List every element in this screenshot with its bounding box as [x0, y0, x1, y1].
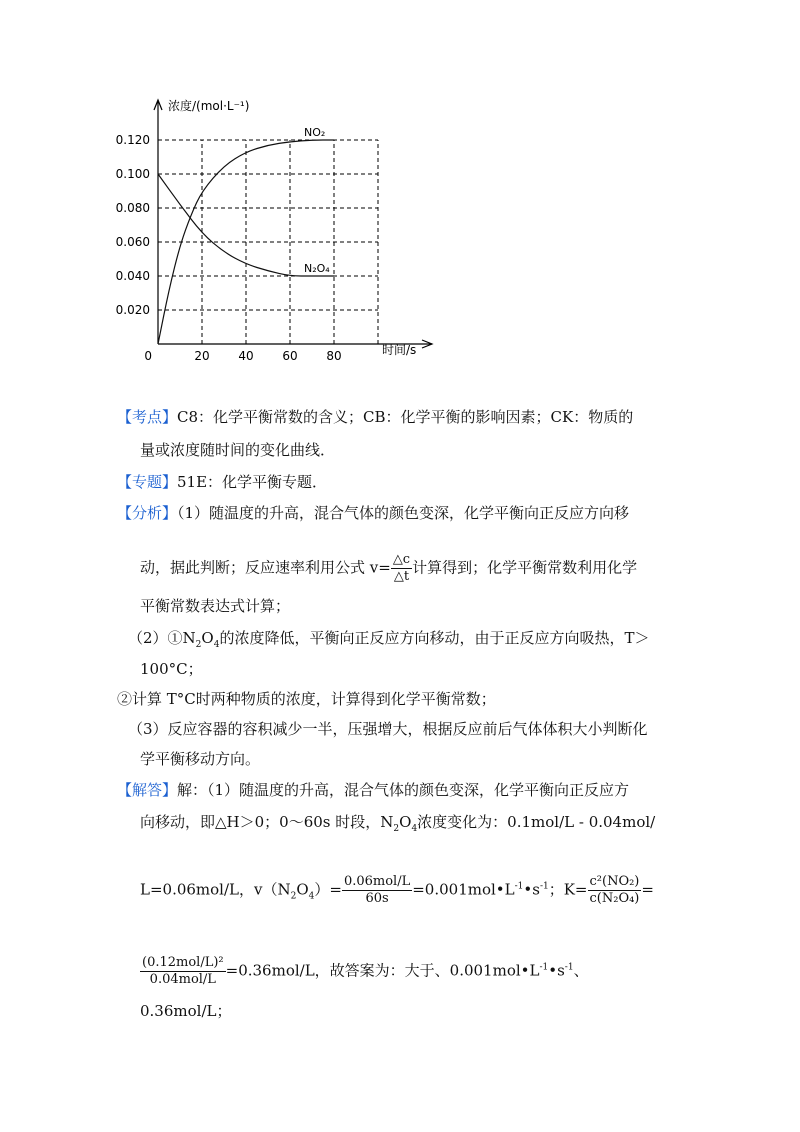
- fenxi-line-1: [117, 503, 629, 523]
- jieda-text-1: 解：（1）随温度的升高，混合气体的颜色变深，化学平衡向正反应方: [177, 781, 630, 799]
- kaodian-line-2: [140, 440, 335, 460]
- part2-line-2: [140, 659, 203, 679]
- zhuanti-tag: 【专题】: [117, 473, 178, 491]
- jieda-line-1: [117, 780, 629, 800]
- jieda-text-3g: =: [641, 880, 654, 899]
- y-tick-label: 0.120: [115, 133, 150, 147]
- part2-line-3: [117, 689, 496, 709]
- fenxi-line-2: [140, 552, 637, 585]
- fraction-denominator: △t: [393, 569, 410, 584]
- fraction-denominator: c(N₂O₄): [589, 891, 640, 906]
- fraction-denominator: 0.04mol/L: [149, 972, 216, 987]
- series-label: N₂O₄: [304, 262, 330, 275]
- fenxi-text-2b: 计算得到；化学平衡常数利用化学: [412, 558, 638, 577]
- k-value-fraction: [140, 955, 226, 988]
- jieda-text-4b: •s: [548, 961, 565, 980]
- fenxi-tag: 【分析】: [117, 504, 178, 522]
- y-axis-label: 浓度/(mol·L⁻¹): [168, 99, 250, 113]
- x-axis-label: 时间/s: [382, 343, 417, 357]
- y-tick-label: 0.060: [115, 235, 150, 249]
- part2-text-3: ②计算 T°C时两种物质的浓度，计算得到化学平衡常数；: [117, 690, 496, 708]
- kaodian-text-1: C8：化学平衡常数的含义；CB：化学平衡的影响因素；CK：物质的: [177, 408, 634, 426]
- part3-text-1: （3）反应容器的容积减少一半，压强增大，根据反应前后气体体积大小判断化: [128, 720, 648, 738]
- jieda-text-2b: O: [399, 813, 412, 831]
- subscript: 4: [213, 640, 220, 650]
- part2-text-a: （2）①N: [128, 629, 196, 647]
- part2-line-1: [128, 628, 649, 655]
- jieda-line-3: [140, 874, 654, 907]
- zhuanti-text: 51E：化学平衡专题．: [177, 473, 328, 491]
- zhuanti-line: [117, 472, 327, 492]
- jieda-text-3b: O: [296, 880, 309, 899]
- k-expression-fraction: [588, 874, 642, 907]
- fenxi-line-3: [140, 596, 290, 616]
- subscript: 2: [290, 891, 297, 902]
- jieda-text-3e: •s: [523, 880, 540, 899]
- chart-tick-labels: [116, 133, 342, 362]
- jieda-text-5: 0.36mol/L；: [140, 1002, 232, 1020]
- part3-line-1: [128, 719, 648, 739]
- fraction-denominator: 60s: [365, 891, 389, 906]
- jieda-line-2: [140, 812, 655, 839]
- fraction-numerator: (0.12mol/L)²: [142, 955, 224, 970]
- chart-axes: [154, 100, 432, 348]
- subscript: 2: [195, 640, 202, 650]
- superscript: -1: [539, 881, 549, 892]
- y-tick-label: 0.020: [115, 303, 150, 317]
- fraction-numerator: 0.06mol/L: [343, 874, 411, 889]
- jieda-tag: 【解答】: [117, 781, 178, 799]
- superscript: -1: [514, 881, 524, 892]
- y-tick-label: 0.100: [115, 167, 150, 181]
- jieda-line-5: [140, 1001, 231, 1021]
- jieda-text-3f: ；K=: [548, 880, 588, 899]
- kaodian-line-1: [117, 407, 633, 427]
- concentration-time-chart: [100, 92, 440, 362]
- jieda-line-4: [140, 955, 589, 988]
- part2-text-2: 100°C；: [140, 660, 203, 678]
- part2-text-c: 的浓度降低，平衡向正反应方向移动，由于正反应方向吸热，T＞: [219, 629, 650, 647]
- x-tick-label: 60: [282, 349, 298, 362]
- fenxi-text-1: （1）随温度的升高，混合气体的颜色变深，化学平衡向正反应方向移: [177, 504, 630, 522]
- subscript: 4: [411, 824, 418, 834]
- part3-line-2: [140, 749, 260, 769]
- x-tick-label: 40: [238, 349, 254, 362]
- part3-text-2: 学平衡移动方向。: [140, 750, 261, 768]
- subscript: 4: [308, 891, 315, 902]
- fraction-numerator: △c: [392, 552, 411, 567]
- rate-formula-fraction: [391, 552, 412, 585]
- jieda-text-4c: 、: [573, 961, 589, 980]
- part2-text-b: O: [201, 629, 214, 647]
- rate-calc-fraction: [342, 874, 412, 907]
- fraction-numerator: c²(NO₂): [589, 874, 640, 889]
- x-tick-label: 20: [194, 349, 210, 362]
- y-tick-label: 0.080: [115, 201, 150, 215]
- jieda-text-4a: =0.36mol/L，故答案为：大于、0.001mol•L: [225, 961, 540, 980]
- subscript: 2: [393, 824, 400, 834]
- superscript: -1: [539, 962, 549, 973]
- jieda-text-3d: =0.001mol•L: [412, 880, 515, 899]
- fenxi-text-2a: 动，据此判断；反应速率利用公式 v=: [140, 558, 391, 577]
- superscript: -1: [564, 962, 574, 973]
- jieda-text-2c: 浓度变化为：0.1mol/L - 0.04mol/: [417, 813, 656, 831]
- x-tick-label: 0: [144, 349, 152, 362]
- jieda-text-3a: L=0.06mol/L，v（N: [140, 880, 291, 899]
- kaodian-tag: 【考点】: [117, 408, 178, 426]
- series-label: NO₂: [304, 126, 326, 139]
- chart-grid: [158, 140, 378, 344]
- x-tick-label: 80: [326, 349, 342, 362]
- jieda-text-2a: 向移动，即△H＞0；0～60s 时段，N: [140, 813, 394, 831]
- jieda-text-3c: ）=: [314, 880, 342, 899]
- fenxi-text-3: 平衡常数表达式计算；: [140, 597, 291, 615]
- kaodian-text-2: 量或浓度随时间的变化曲线．: [140, 441, 336, 459]
- y-tick-label: 0.040: [115, 269, 150, 283]
